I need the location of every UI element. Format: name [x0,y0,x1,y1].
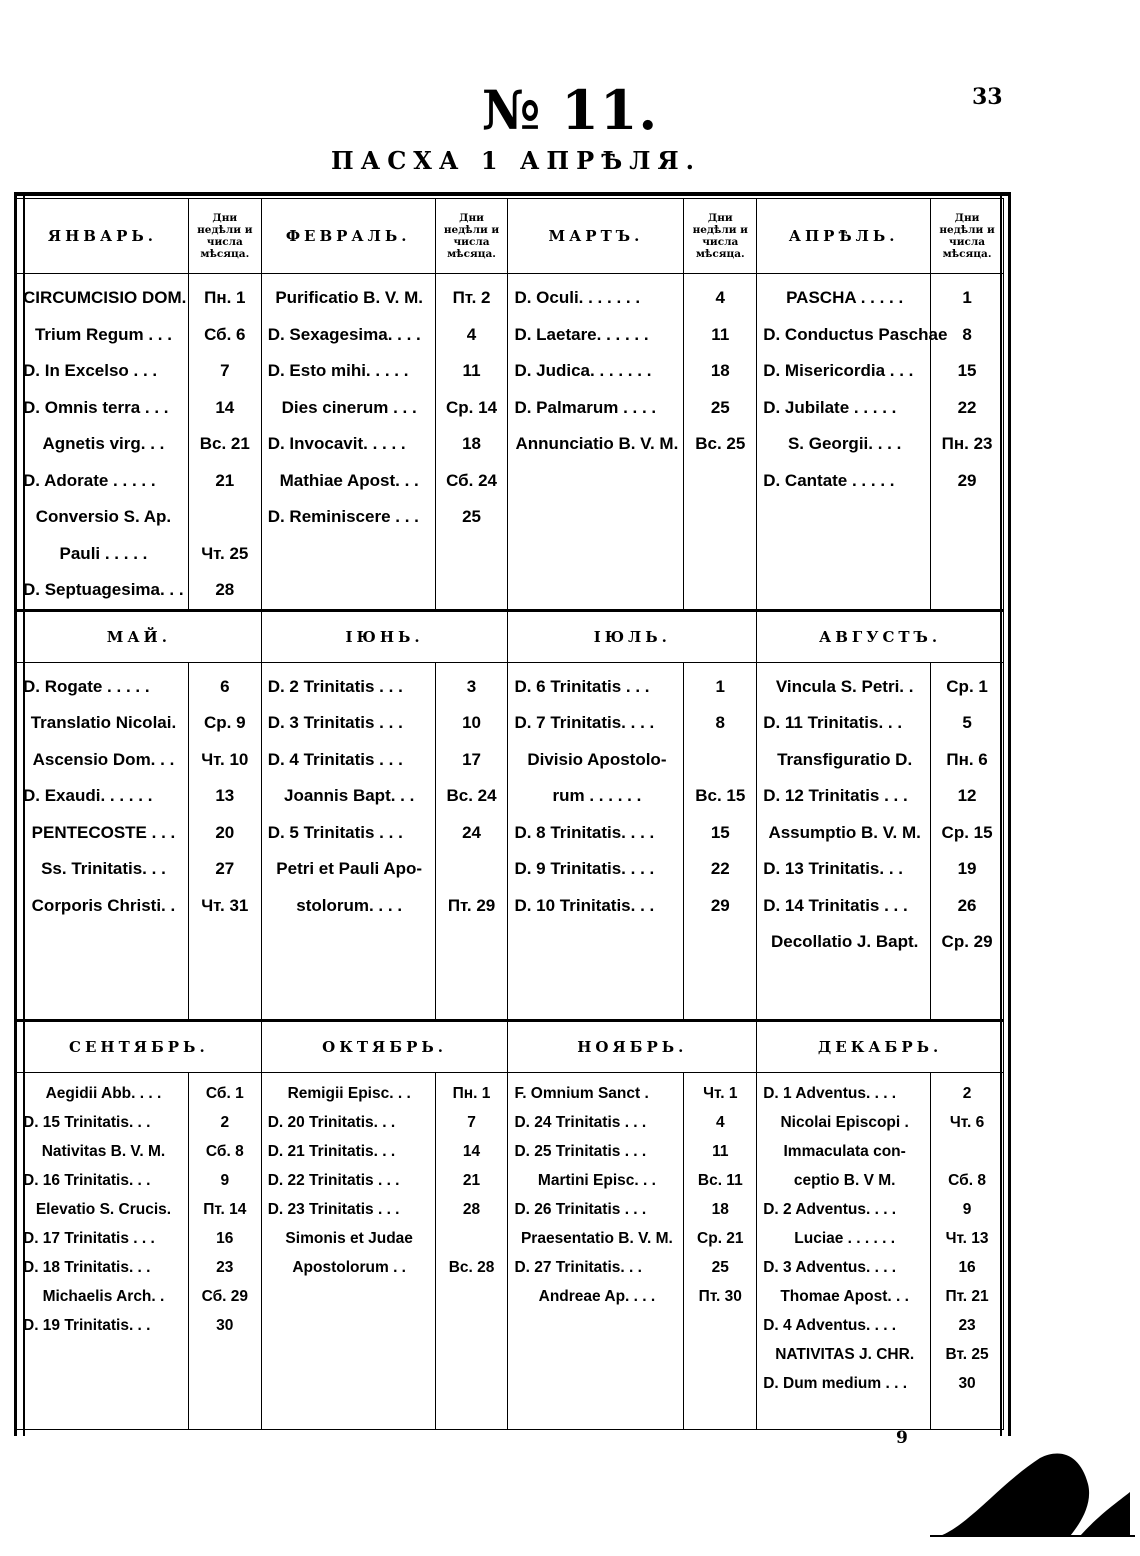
feast-date: 2 [220,1113,230,1131]
feast-date: Чт. 10 [201,749,249,769]
feast-date: 15 [957,361,977,380]
feast-column [508,1072,684,1429]
feast-entry: D. 3 Trinitatis . . . [267,713,403,732]
feast-date: Пт. 29 [447,895,496,915]
feast-entry: D. 19 Trinitatis. . . [23,1316,151,1334]
feast-date: 22 [710,859,730,878]
feast-entry: D. 18 Trinitatis. . . [23,1258,151,1276]
feast-date: 8 [715,713,726,732]
feast-date: Сб. 8 [948,1171,986,1189]
feast-entry: D. 2 Adventus. . . . [763,1200,897,1218]
feast-date: Ср. 29 [941,932,993,951]
month-name: IЮНЬ. [261,610,508,662]
feast-date: Пн. 23 [941,434,993,453]
feast-date: 25 [710,397,730,417]
month-name: ФЕВРАЛЬ. [261,199,435,274]
feast-date [686,742,754,779]
day-column [435,662,508,1020]
feast-date: Чт. 25 [201,543,249,563]
feast-date: Пн. 1 [452,1084,491,1102]
feast-date: 5 [962,713,972,732]
feast-column [757,1072,931,1429]
feast-entry: D. 24 Trinitatis . . . [514,1113,647,1131]
footer-number: 9 [896,1428,908,1448]
feast-entry: D. 14 Trinitatis . . . [763,895,908,915]
feast-entry: Translatio Nicolai. [30,713,177,732]
feast-entry: Luciae . . . . . . [794,1229,896,1247]
feast-entry: Agnetis virg. . . [42,434,165,453]
feast-date: 23 [958,1316,976,1334]
month-name: МАРТЪ. [508,199,684,274]
feast-entry: D. Esto mihi. . . . . [267,361,409,380]
feast-entry: PENTECOSTE . . . [31,822,176,842]
feast-date: Ср. 15 [941,822,993,842]
feast-entry: D. Judica. . . . . . . [514,361,652,380]
feast-date [438,851,506,888]
feast-entry: D. 15 Trinitatis. . . [23,1113,151,1131]
feast-entry: D. 7 Trinitatis. . . . [514,713,655,732]
feast-column [17,274,189,611]
feast-date: Вс. 25 [695,434,746,453]
month-name: МАЙ. [17,610,262,662]
feast-date: 9 [220,1171,230,1189]
feast-entry: Assumptio B. V. M. [768,822,921,842]
feast-entry: F. Omnium Sanct . [514,1084,649,1102]
feast-entry: D. Oculi. . . . . . . [514,288,641,307]
feast-date: 4 [466,324,477,344]
feast-date: 1 [715,676,726,696]
day-column [188,1072,261,1429]
feast-entry: D. 4 Adventus. . . . [763,1316,897,1334]
feast-entry: Andreae Ap. . . . [538,1287,656,1305]
feast-column [757,274,948,611]
feast-date: 28 [462,1200,481,1218]
feast-entry: D. Conductus Paschae [763,324,948,344]
feast-entry: D. 11 Trinitatis. . . [763,713,903,732]
feast-date: 22 [957,397,977,417]
month-name: АВГУСТЪ. [757,610,1004,662]
feast-entry: D. 13 Trinitatis. . . [763,859,904,878]
feast-entry: D. 12 Trinitatis . . . [763,786,908,805]
feast-date: Ср. 14 [446,397,498,417]
feast-date [438,1224,506,1253]
feast-entry: Immaculata con- [783,1142,906,1160]
feast-entry: D. 22 Trinitatis . . . [267,1171,400,1189]
day-column [684,662,757,1020]
feast-date: 14 [215,397,235,417]
feast-column [757,662,931,1020]
feast-date: 8 [962,324,972,344]
feast-date: Вс. 11 [697,1171,743,1189]
feast-column [261,662,435,1020]
feast-date: 2 [962,1084,972,1102]
feast-entry: D. Sexagesima. . . . [267,324,421,344]
feast-entry: Vincula S. Petri. . [775,676,914,696]
feast-date: Пн. 6 [946,749,988,769]
feast-entry: D. Invocavit. . . . . [267,434,406,453]
feast-date: 15 [710,822,730,842]
feast-entry: Purificatio B. V. M. [275,288,424,307]
feast-date: Сб. 1 [205,1084,244,1102]
feast-date: Сб. 29 [201,1287,249,1305]
feast-entry: Elevatio S. Crucis. [35,1200,172,1218]
feast-entry: ceptio B. V M. [793,1171,896,1189]
feast-entry: D. Misericordia . . . [763,361,914,380]
feast-entry: Corporis Christi. . [31,895,176,915]
feast-date: Сб. 8 [205,1142,244,1160]
page-title: № 11. [481,78,659,142]
day-column [931,1072,1004,1429]
month-body-row [17,1072,1004,1429]
feast-date: Ср. 1 [946,676,988,696]
feast-date: Пт. 21 [945,1287,989,1305]
day-column [188,662,261,1020]
feast-entry: D. 10 Trinitatis. . . [514,895,655,915]
feast-date: Чт. 31 [201,895,249,915]
day-column [684,274,757,611]
feast-date: 21 [462,1171,481,1189]
feast-date: 7 [467,1113,476,1131]
feast-date: 25 [462,507,481,526]
feast-date: 30 [958,1374,976,1392]
day-column-header: Дни недѣли и числа мѣсяца. [684,199,757,274]
feast-column [261,274,435,611]
feast-column [261,1072,435,1429]
feast-entry: D. In Excelso . . . [23,361,158,380]
feast-entry: D. 3 Adventus. . . . [763,1258,897,1276]
feast-date: 11 [462,361,481,380]
month-name: СЕНТЯБРЬ. [17,1020,262,1072]
feast-date: 28 [215,580,235,599]
feast-entry: D. 21 Trinitatis. . . [267,1142,396,1160]
month-body-row [17,274,1004,611]
feast-date: 1 [962,288,972,307]
feast-entry: Aegidii Abb. . . . [45,1084,162,1102]
feast-date: 6 [220,676,230,696]
feast-entry: Praesentatio B. V. M. [520,1229,673,1247]
feast-date: Сб. 6 [204,324,246,344]
feast-entry: D. Jubilate . . . . . [763,397,897,417]
feast-entry: D. 8 Trinitatis. . . . [514,822,655,842]
day-column [188,274,261,611]
feast-entry: D. 26 Trinitatis . . . [514,1200,647,1218]
feast-date: Пн. 1 [204,288,246,307]
feast-date: Пт. 14 [203,1200,247,1218]
feast-date: Пт. 30 [698,1287,742,1305]
feast-date: 18 [710,361,730,380]
day-column [931,662,1004,1020]
feast-entry: Apostolorum . . [292,1258,406,1276]
feast-date: 11 [711,324,730,344]
feast-date: 17 [462,749,481,769]
feast-entry: stolorum. . . . [296,895,403,915]
feast-date [191,499,259,536]
feast-entry: Simonis et Judae [285,1229,413,1247]
feast-entry: Transfiguratio D. [777,749,913,769]
feast-date: 16 [216,1229,234,1247]
day-column [435,1072,508,1429]
month-header-row [17,199,1004,274]
feast-date: 27 [215,859,235,878]
feast-column [508,662,684,1020]
day-column-header: Дни недѣли и числа мѣсяца. [931,199,1004,274]
feast-entry: D. 9 Trinitatis. . . . [514,859,655,878]
day-column [931,274,1004,611]
feast-date: Вт. 25 [945,1345,989,1363]
frame-top-rule [14,192,1010,196]
day-column-header: Дни недѣли и числа мѣсяца. [435,199,508,274]
feast-entry: D. 27 Trinitatis. . . [514,1258,642,1276]
feast-date: 26 [957,895,977,915]
feast-entry: Divisio Apostolo- [527,749,667,769]
feast-date: Вс. 28 [448,1258,495,1276]
feast-entry: D. Rogate . . . . . [23,676,150,696]
calendar-table [16,198,1004,1430]
feast-entry: D. Reminiscere . . . [267,507,419,526]
feast-entry: D. Dum medium . . . [763,1374,908,1392]
feast-entry: Michaelis Arch. . [42,1287,165,1305]
feast-date: Пт. 2 [452,288,491,307]
feast-entry: D. 20 Trinitatis. . . [267,1113,396,1131]
feast-date: 14 [462,1142,481,1160]
feast-date: 4 [715,288,726,307]
feast-date: 24 [462,822,481,842]
month-header-row [17,1020,1004,1072]
feast-date: 25 [711,1258,729,1276]
feast-date: 13 [215,786,235,805]
feast-entry: Annunciatio B. V. M. [515,434,679,453]
feast-date: 9 [962,1200,972,1218]
feast-date: 10 [462,713,481,732]
feast-date: Вс. 15 [695,786,746,805]
feast-date: 18 [462,434,481,453]
month-name: ОКТЯБРЬ. [261,1020,508,1072]
feast-entry: D. 5 Trinitatis . . . [267,822,403,842]
feast-date: 7 [220,361,230,380]
feast-entry: D. Exaudi. . . . . . [23,786,153,805]
feast-entry: Thomae Apost. . . [780,1287,909,1305]
feast-entry: Petri et Pauli Apo- [276,859,423,878]
feast-date: 19 [957,859,977,878]
feast-date: Ср. 9 [204,713,246,732]
month-name: IЮЛЬ. [508,610,757,662]
feast-entry: D. 23 Trinitatis . . . [267,1200,400,1218]
feast-date: 4 [715,1113,725,1131]
page-subtitle: ПАСХА 1 АПРѢЛЯ. [330,146,702,175]
feast-entry: Ss. Trinitatis. . . [41,859,166,878]
feast-entry: Martini Episc. . . [537,1171,656,1189]
feast-date: Вс. 24 [446,786,497,805]
feast-entry: rum . . . . . . [552,786,642,805]
feast-column [17,662,189,1020]
month-body-row [17,662,1004,1020]
day-column [435,274,508,611]
feast-entry: Nicolai Episcopi . [780,1113,909,1131]
page-number: 33 [972,84,1003,110]
ink-blot-mark [930,1444,1135,1544]
feast-date: 29 [957,470,977,490]
feast-date: Чт. 13 [945,1229,989,1247]
feast-date: 21 [215,470,235,490]
feast-entry: Joannis Bapt. . . [283,786,415,805]
feast-entry: Ascensio Dom. . . [32,749,175,769]
feast-date [933,1137,1001,1166]
feast-entry: D. 25 Trinitatis . . . [514,1142,647,1160]
feast-date: Чт. 6 [949,1113,985,1131]
day-column-header: Дни недѣли и числа мѣсяца. [188,199,261,274]
day-column [684,1072,757,1429]
feast-entry: NATIVITAS J. CHR. [775,1345,915,1363]
feast-entry: Dies cinerum . . . [281,397,417,417]
feast-entry: Pauli . . . . . [59,543,148,563]
feast-entry: Trium Regum . . . [34,324,172,344]
month-header-row [17,610,1004,662]
feast-entry: Nativitas B. V. M. [41,1142,166,1160]
feast-date: 12 [957,786,977,805]
feast-entry: D. Laetare. . . . . . [514,324,649,344]
feast-entry: D. Adorate . . . . . [23,470,156,490]
feast-date: 20 [215,822,235,842]
feast-entry: CIRCUMCISIO DOM. [23,288,187,307]
feast-date: Вс. 21 [199,434,250,453]
feast-date: 11 [712,1142,729,1160]
feast-column [508,274,684,611]
feast-date: 29 [710,895,730,915]
feast-column [17,1072,189,1429]
feast-entry: D. Cantate . . . . . [763,470,895,490]
feast-date: 23 [216,1258,234,1276]
feast-entry: Decollatio J. Bapt. [770,932,919,951]
feast-entry: D. Septuagesima. . . [23,580,184,599]
feast-entry: D. 16 Trinitatis. . . [23,1171,151,1189]
feast-entry: D. 4 Trinitatis . . . [267,749,403,769]
feast-date: 30 [216,1316,234,1334]
feast-entry: S. Georgii. . . . [787,434,902,453]
feast-entry: D. 1 Adventus. . . . [763,1084,897,1102]
feast-date: Чт. 1 [703,1084,738,1102]
feast-date: 16 [958,1258,976,1276]
month-name: НОЯБРЬ. [508,1020,757,1072]
feast-date: Сб. 24 [446,470,497,490]
month-name: ЯНВАРЬ. [17,199,189,274]
feast-entry: D. 6 Trinitatis . . . [514,676,650,696]
feast-entry: Remigii Episc. . . [287,1084,411,1102]
feast-entry: D. Omnis terra . . . [23,397,169,417]
feast-entry: Conversio S. Ap. [35,507,172,526]
feast-date: 3 [466,676,477,696]
feast-entry: PASCHA . . . . . [786,288,904,307]
month-name: АПРѢЛЬ. [757,199,931,274]
feast-entry: D. Palmarum . . . . [514,397,657,417]
feast-date: 18 [711,1200,729,1218]
feast-date: Ср. 21 [697,1229,744,1247]
feast-entry: Mathiae Apost. . . [279,470,419,490]
feast-entry: D. 2 Trinitatis . . . [267,676,403,696]
feast-entry: D. 17 Trinitatis . . . [23,1229,155,1247]
month-name: ДЕКАБРЬ. [757,1020,1004,1072]
